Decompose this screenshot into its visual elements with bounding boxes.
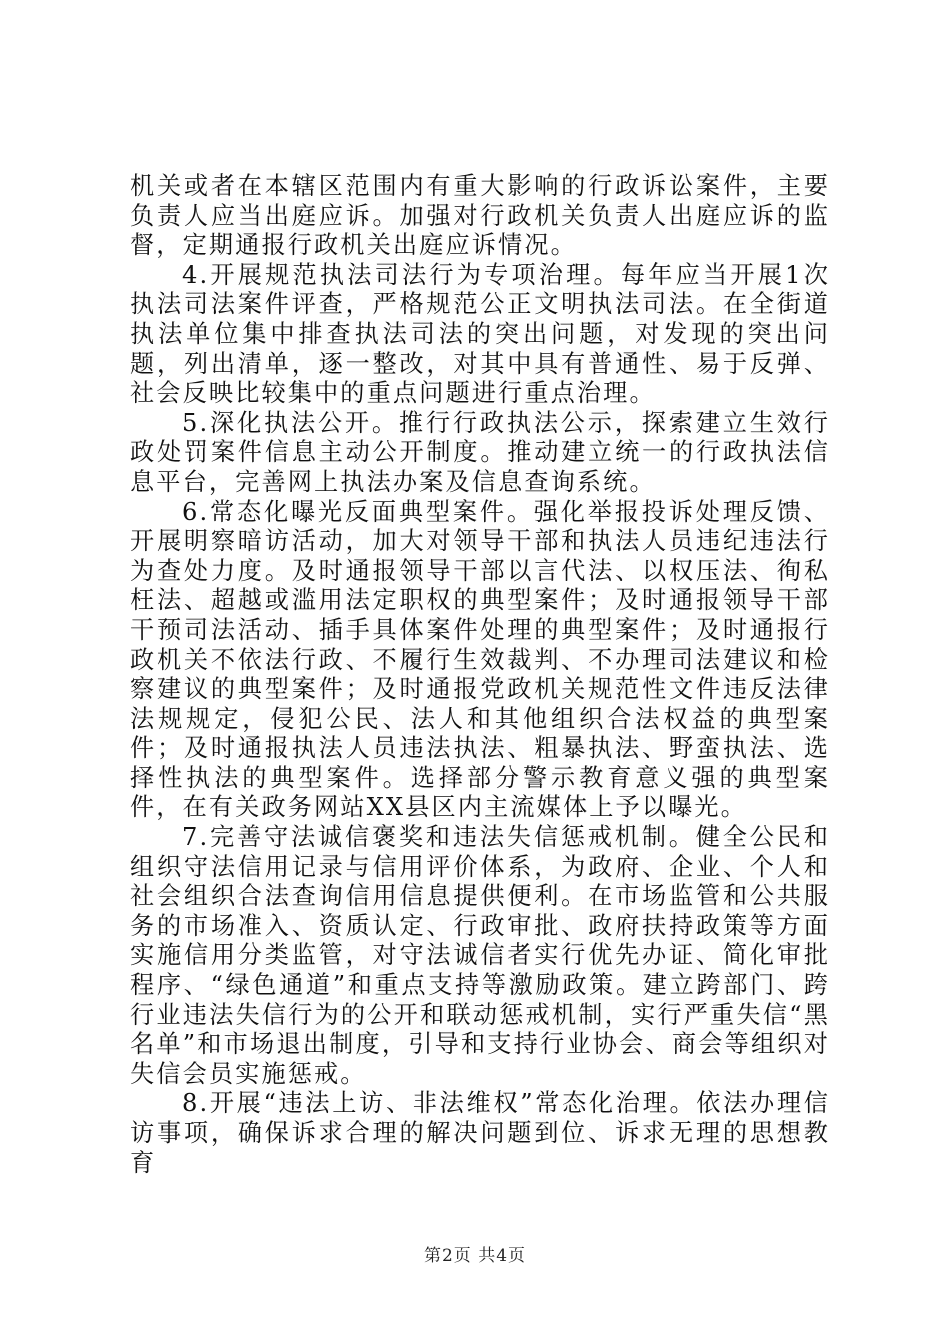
paragraph-continuation: 机关或者在本辖区范围内有重大影响的行政诉讼案件，主要负责人应当出庭应诉。加强对行政机关负责人出庭应诉的监督，定期通报行政机关出庭应诉情况。 (130, 172, 830, 260)
document-body (130, 172, 830, 1178)
paragraph-item-8: 8.开展“违法上访、非法维权”常态化治理。依法办理信访事项，确保诉求合理的解决问题到位、诉求无理的思想教育 (130, 1089, 830, 1177)
paragraph-item-6: 6.常态化曝光反面典型案件。强化举报投诉处理反馈、开展明察暗访活动，加大对领导干部和执法人员违纪违法行为查处力度。及时通报领导干部以言代法、以权压法、徇私枉法、超越或滥用法定职权的典型案件；及时通报领导干部干预司法活动、插手具体案件处理的典型案件；及时通报行政机关不依法行政、不履行生效裁判、不办理司法建议和检察建议的典型案件；及时通报党政机关规范性文件违反法律法规规定，侵犯公民、法人和其他组织合法权益的典型案件；及时通报执法人员违法执法、粗暴执法、野蛮执法、选择性执法的典型案件。选择部分警示教育意义强的典型案件，在有关政务网站XX县区内主流媒体上予以曝光。 (130, 497, 830, 822)
page-number-footer: 第2页 共4页 (423, 1246, 527, 1266)
paragraph-item-7: 7.完善守法诚信褒奖和违法失信惩戒机制。健全公民和组织守法信用记录与信用评价体系，为政府、企业、个人和社会组织合法查询信用信息提供便利。在市场监管和公共服务的市场准入、资质认定、行政审批、政府扶持政策等方面实施信用分类监管，对守法诚信者实行优先办证、简化审批程序、“绿色通道”和重点支持等激励政策。建立跨部门、跨行业违法失信行为的公开和联动惩戒机制，实行严重失信“黑名单”和市场退出制度，引导和支持行业协会、商会等组织对失信会员实施惩戒。 (130, 823, 830, 1088)
paragraph-item-5: 5.深化执法公开。推行行政执法公示，探索建立生效行政处罚案件信息主动公开制度。推动建立统一的行政执法信息平台，完善网上执法办案及信息查询系统。 (130, 408, 830, 496)
paragraph-item-4: 4.开展规范执法司法行为专项治理。每年应当开展1次执法司法案件评查，严格规范公正文明执法司法。在全街道执法单位集中排查执法司法的突出问题，对发现的突出问题，列出清单，逐一整改，对其中具有普通性、易于反弹、社会反映比较集中的重点问题进行重点治理。 (130, 260, 830, 408)
